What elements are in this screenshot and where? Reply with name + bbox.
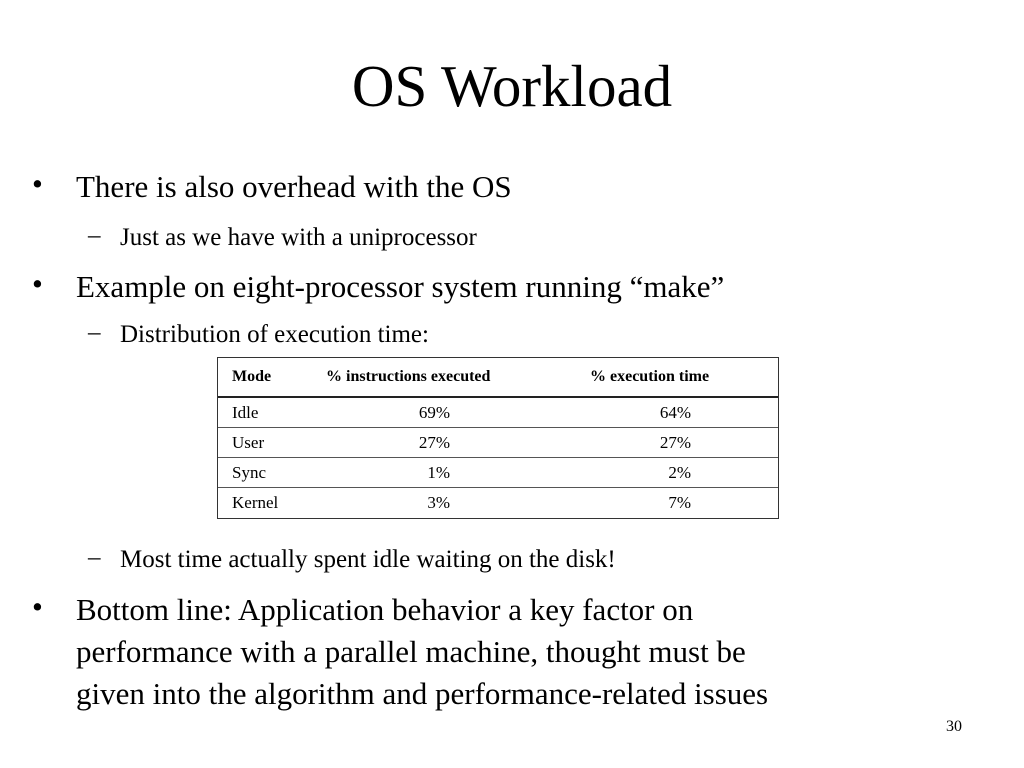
sub-bullet-uniprocessor: Just as we have with a uniprocessor: [120, 224, 477, 251]
bullet-marker: •: [32, 266, 43, 301]
page-number: 30: [946, 718, 962, 735]
bullet-marker: •: [32, 166, 43, 201]
bullet-make-example: Example on eight-processor system running “make”: [76, 269, 725, 304]
slide-title: OS Workload: [351, 53, 673, 119]
cell-execution-time: 64%: [659, 403, 691, 422]
cell-mode: Idle: [232, 403, 259, 422]
table-header: [218, 358, 778, 398]
bottom-line-text-1: Bottom line: Application behavior a key factor on: [76, 592, 694, 627]
cell-execution-time: 27%: [659, 433, 691, 452]
dash-marker: –: [88, 222, 101, 249]
table-row: [218, 398, 778, 428]
cell-instructions: 27%: [418, 433, 450, 452]
dash-marker: –: [88, 319, 101, 346]
cell-execution-time: 2%: [668, 463, 691, 482]
cell-execution-time: 7%: [668, 493, 691, 512]
dash-marker: –: [88, 544, 101, 571]
sub-bullet-distribution: Distribution of execution time:: [120, 321, 429, 348]
bullet-overhead: There is also overhead with the OS: [76, 169, 512, 204]
bullet-bottom-line: [76, 589, 768, 715]
cell-mode: Kernel: [232, 493, 279, 512]
column-header-mode: Mode: [232, 368, 272, 385]
table-row: [218, 488, 778, 518]
cell-mode: User: [232, 433, 265, 452]
bottom-line-text-2: performance with a parallel machine, thought must be: [76, 634, 746, 669]
bottom-line-text-3: given into the algorithm and performance-related issues: [76, 676, 769, 711]
sub-bullet-idle-disk: Most time actually spent idle waiting on the disk!: [120, 546, 616, 573]
column-header-execution-time: % execution time: [590, 368, 710, 385]
bullet-marker: •: [32, 589, 43, 624]
cell-instructions: 3%: [427, 493, 450, 512]
execution-time-table: [217, 357, 779, 519]
table-row: [218, 428, 778, 458]
column-header-instructions: % instructions executed: [326, 368, 491, 385]
cell-instructions: 1%: [427, 463, 450, 482]
table-row: [218, 458, 778, 488]
cell-mode: Sync: [232, 463, 266, 482]
cell-instructions: 69%: [418, 403, 450, 422]
